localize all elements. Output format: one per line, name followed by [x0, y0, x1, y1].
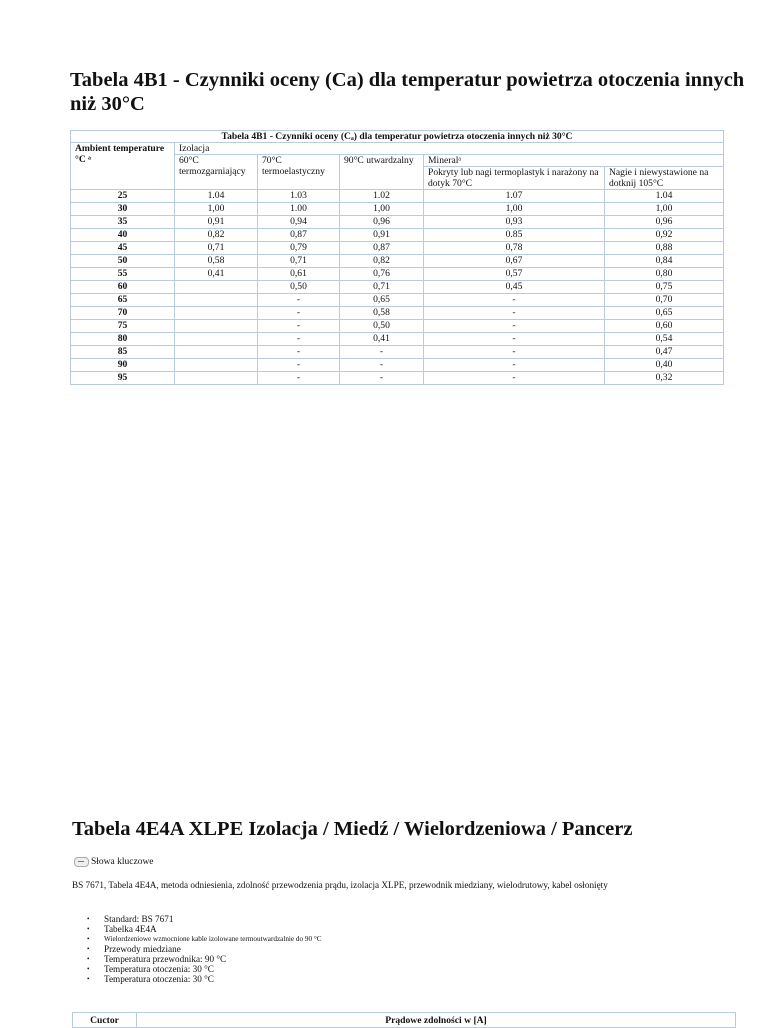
- factor-cell: 1.03: [258, 190, 340, 203]
- temperature-cell: 80: [71, 333, 175, 346]
- factor-cell: 1.02: [340, 190, 424, 203]
- table-row: [71, 255, 724, 268]
- mineral-a-header: Pokryty lub nagi termoplastyk i narażony na dotyk 70°C: [424, 167, 605, 190]
- table-row: [71, 190, 724, 203]
- factor-cell: 0,94: [258, 216, 340, 229]
- factor-cell: 0,88: [605, 242, 724, 255]
- factor-cell: -: [258, 294, 340, 307]
- factor-cell: [175, 372, 258, 385]
- keywords-icon: [74, 857, 89, 867]
- factor-cell: 0,71: [340, 281, 424, 294]
- factor-cell: -: [340, 346, 424, 359]
- factor-cell: 0,76: [340, 268, 424, 281]
- factor-cell: -: [424, 372, 605, 385]
- temperature-cell: 25: [71, 190, 175, 203]
- ampacity-header: Prądowe zdolności w [A]: [137, 1013, 736, 1028]
- list-item: • Wielordzeniowe wzmocnione kable izolowane termoutwardzalnie do 90 °C: [72, 934, 322, 944]
- table-row: [71, 203, 724, 216]
- mineral-header: Mineralᵃ: [424, 155, 724, 167]
- factor-cell: 0,50: [340, 320, 424, 333]
- table-row: [71, 333, 724, 346]
- temperature-cell: 60: [71, 281, 175, 294]
- factor-cell: 1,00: [605, 203, 724, 216]
- factor-cell: -: [258, 333, 340, 346]
- temperature-cell: 40: [71, 229, 175, 242]
- list-item: • Temperatura przewodnika: 90 °C: [72, 954, 322, 964]
- table-row: [71, 229, 724, 242]
- factor-cell: 0,91: [340, 229, 424, 242]
- factor-cell: 1.00: [258, 203, 340, 216]
- temperature-cell: 45: [71, 242, 175, 255]
- factor-cell: 0,57: [424, 268, 605, 281]
- factor-cell: 0,47: [605, 346, 724, 359]
- factor-cell: [175, 294, 258, 307]
- list-item: • Temperatura otoczenia: 30 °C: [72, 964, 322, 974]
- keywords-description: BS 7671, Tabela 4E4A, metoda odniesienia, zdolność przewodzenia prądu, izolacja XLPE, przewodnik miedziany, wielodrutowy, kabel osłonięty: [72, 880, 608, 890]
- factor-cell: -: [424, 320, 605, 333]
- table-row: [71, 216, 724, 229]
- factor-cell: 0,96: [340, 216, 424, 229]
- factor-cell: [175, 333, 258, 346]
- spec-list: [72, 914, 322, 984]
- factor-cell: -: [258, 372, 340, 385]
- factor-cell: 1.07: [424, 190, 605, 203]
- factor-cell: 0,82: [340, 255, 424, 268]
- factor-cell: 0,41: [175, 268, 258, 281]
- factor-cell: 1.04: [175, 190, 258, 203]
- table-row: [71, 242, 724, 255]
- factor-cell: 0,71: [175, 242, 258, 255]
- factor-cell: 0,91: [175, 216, 258, 229]
- factor-cell: 0,70: [605, 294, 724, 307]
- factor-cell: 0.85: [424, 229, 605, 242]
- factor-cell: 0,61: [258, 268, 340, 281]
- list-item: • Temperatura otoczenia: 30 °C: [72, 974, 322, 984]
- factor-cell: -: [258, 320, 340, 333]
- temperature-cell: 95: [71, 372, 175, 385]
- factor-cell: [175, 307, 258, 320]
- factor-cell: 0,84: [605, 255, 724, 268]
- table-caption: Tabela 4B1 - Czynniki oceny (Cₐ) dla temperatur powietrza otoczenia innych niż 30°C: [71, 131, 724, 143]
- temperature-cell: 70: [71, 307, 175, 320]
- table-row: [71, 294, 724, 307]
- factor-cell: -: [258, 346, 340, 359]
- factor-cell: 0,80: [605, 268, 724, 281]
- factor-cell: -: [424, 333, 605, 346]
- table-row: [71, 307, 724, 320]
- keywords-toggle[interactable]: [74, 857, 154, 867]
- section2-heading: Tabela 4E4A XLPE Izolacja / Miedź / Wielordzeniowa / Pancerz: [72, 818, 633, 840]
- mineral-b-header: Nagie i niewystawione na dotknij 105°C: [605, 167, 724, 190]
- factor-cell: [175, 359, 258, 372]
- factor-cell: 0,50: [258, 281, 340, 294]
- factor-cell: -: [424, 294, 605, 307]
- factor-cell: 0,78: [424, 242, 605, 255]
- factor-cell: 0,58: [175, 255, 258, 268]
- factor-cell: 0,87: [340, 242, 424, 255]
- factor-cell: 0,92: [605, 229, 724, 242]
- temperature-cell: 65: [71, 294, 175, 307]
- table-row: [71, 281, 724, 294]
- factor-cell: [175, 346, 258, 359]
- temperature-cell: 50: [71, 255, 175, 268]
- temperature-cell: 85: [71, 346, 175, 359]
- factor-cell: -: [424, 346, 605, 359]
- rating-factors-table: [70, 130, 724, 385]
- factor-cell: -: [424, 307, 605, 320]
- col-70-header: 70°C termoelastyczny: [258, 155, 340, 190]
- temperature-cell: 90: [71, 359, 175, 372]
- section1-heading: Tabela 4B1 - Czynniki oceny (Ca) dla temperatur powietrza otoczenia innych niż 30°C: [70, 69, 745, 115]
- table-row: [71, 320, 724, 333]
- factor-cell: -: [258, 359, 340, 372]
- temperature-cell: 30: [71, 203, 175, 216]
- factor-cell: [175, 281, 258, 294]
- temperature-cell: 35: [71, 216, 175, 229]
- factor-cell: 0,45: [424, 281, 605, 294]
- factor-cell: 0,96: [605, 216, 724, 229]
- factor-cell: 0,71: [258, 255, 340, 268]
- table-row: [71, 359, 724, 372]
- list-item: • Tabelka 4E4A: [72, 924, 322, 934]
- conductor-header: Cuctor: [73, 1013, 137, 1028]
- factor-cell: -: [340, 359, 424, 372]
- ampacity-table: [72, 1012, 736, 1028]
- ambient-temperature-header: Ambient temperature °C ᵃ: [71, 143, 175, 190]
- factor-cell: 0,65: [340, 294, 424, 307]
- factor-cell: 0,32: [605, 372, 724, 385]
- table-row: [71, 346, 724, 359]
- factor-cell: 0,93: [424, 216, 605, 229]
- factor-cell: -: [340, 372, 424, 385]
- factor-cell: 0,87: [258, 229, 340, 242]
- col-90-header: 90°C utwardzalny: [340, 155, 424, 190]
- table-row: [71, 372, 724, 385]
- factor-cell: 0,67: [424, 255, 605, 268]
- factor-cell: 1.04: [605, 190, 724, 203]
- factor-cell: 0,79: [258, 242, 340, 255]
- factor-cell: 0,40: [605, 359, 724, 372]
- factor-cell: 1,00: [340, 203, 424, 216]
- factor-cell: 0,82: [175, 229, 258, 242]
- factor-cell: -: [424, 359, 605, 372]
- col-60-header: 60°C termozgarniający: [175, 155, 258, 190]
- factor-cell: 0,60: [605, 320, 724, 333]
- factor-cell: 0,58: [340, 307, 424, 320]
- izolacja-header: Izolacja: [175, 143, 724, 155]
- temperature-cell: 75: [71, 320, 175, 333]
- factor-cell: [175, 320, 258, 333]
- factor-cell: 0,65: [605, 307, 724, 320]
- factor-cell: 0,41: [340, 333, 424, 346]
- list-item: • Standard: BS 7671: [72, 914, 322, 924]
- factor-cell: 0,75: [605, 281, 724, 294]
- factor-cell: 0,54: [605, 333, 724, 346]
- factor-cell: -: [258, 307, 340, 320]
- keywords-label: Słowa kluczowe: [91, 857, 154, 867]
- list-item: • Przewody miedziane: [72, 944, 322, 954]
- factor-cell: 1,00: [424, 203, 605, 216]
- temperature-cell: 55: [71, 268, 175, 281]
- factor-cell: 1,00: [175, 203, 258, 216]
- table-row: [71, 268, 724, 281]
